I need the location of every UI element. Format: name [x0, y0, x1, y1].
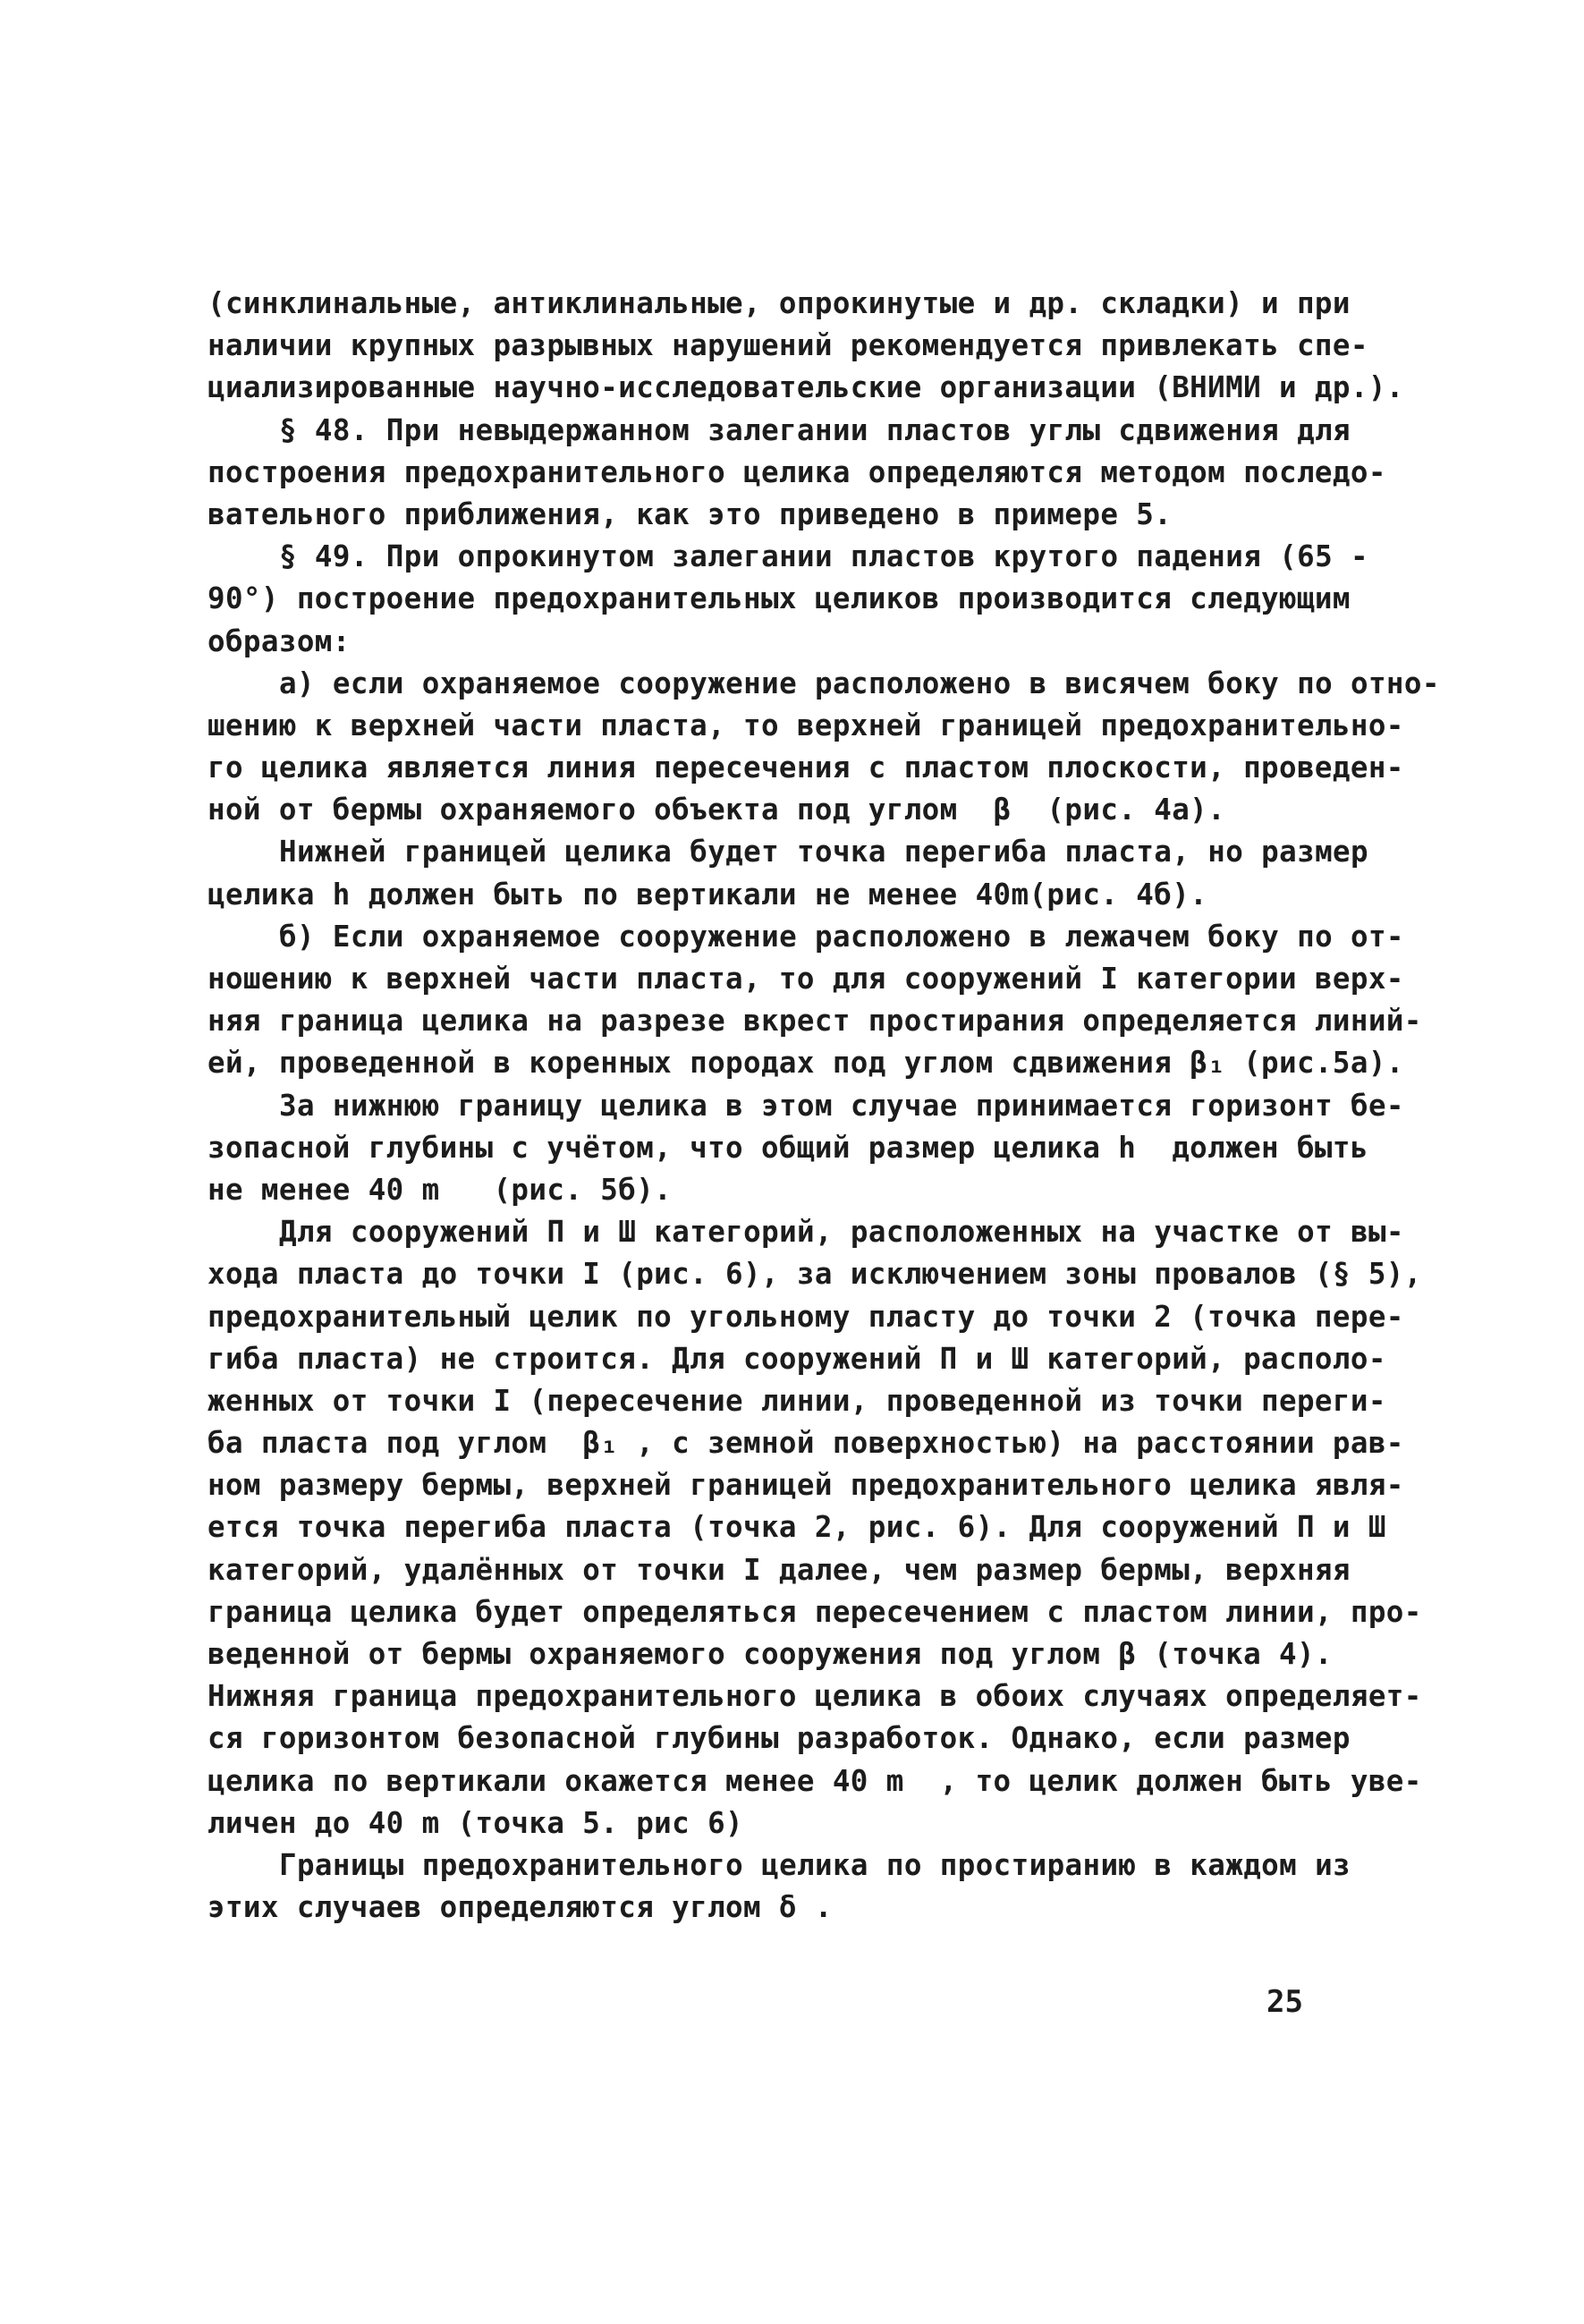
text-line: не менее 40 m (рис. 5б).	[208, 1172, 673, 1207]
text-line: ся горизонтом безопасной глубины разработок. Однако, если размер	[208, 1721, 1351, 1756]
text-line: веденной от бермы охраняемого сооружения под углом β (точка 4).	[208, 1637, 1333, 1671]
text-line: ной от бермы охраняемого объекта под углом β (рис. 4а).	[208, 793, 1226, 827]
text-line: а) если охраняемое сооружение расположено в висячем боку по отно-	[279, 666, 1440, 700]
text-line: ба пласта под углом β₁ , с земной поверхностью) на расстоянии рав-	[208, 1426, 1404, 1461]
text-line: Границы предохранительного целика по простиранию в каждом из	[279, 1847, 1351, 1882]
text-line: го целика является линия пересечения с пластом плоскости, проведен-	[208, 751, 1404, 785]
text-line: 90°) построение предохранительных целиков производится следующим	[208, 581, 1351, 616]
text-line: шению к верхней части пласта, то верхней границей предохранительно-	[208, 708, 1404, 742]
text-line: зопасной глубины с учётом, что общий размер целика h должен быть	[208, 1130, 1368, 1165]
text-line: наличии крупных разрывных нарушений рекомендуется привлекать спе-	[208, 328, 1368, 363]
text-line: циализированные научно-исследовательские организации (ВНИМИ и др.).	[208, 370, 1404, 405]
text-line: гиба пласта) не строится. Для сооружений П и Ш категорий, располо-	[208, 1341, 1386, 1376]
text-line: Для сооружений П и Ш категорий, расположенных на участке от вы-	[279, 1215, 1404, 1250]
text-line: вательного приближения, как это приведено в примере 5.	[208, 496, 1173, 531]
text-line: ей, проведенной в коренных породах под углом сдвижения β₁ (рис.5а).	[208, 1046, 1404, 1081]
text-line: б) Если охраняемое сооружение расположено в лежачем боку по от-	[279, 919, 1404, 954]
text-line: личен до 40 m (точка 5. рис 6)	[208, 1805, 743, 1840]
text-line: ном размеру бермы, верхней границей предохранительного целика явля-	[208, 1468, 1404, 1503]
text-line: категорий, удалённых от точки I далее, чем размер бермы, верхняя	[208, 1552, 1351, 1587]
text-line: предохранительный целик по угольному пласту до точки 2 (точка пере-	[208, 1299, 1404, 1334]
text-line: образом:	[208, 623, 351, 658]
text-line: целика h должен быть по вертикали не менее 40m(рис. 4б).	[208, 877, 1208, 912]
text-line: Нижней границей целика будет точка перегиба пласта, но размер	[279, 835, 1368, 869]
text-line: § 48. При невыдержанном залегании пластов углы сдвижения для	[279, 412, 1351, 447]
body-text	[208, 283, 1440, 1929]
text-line: женных от точки I (пересечение линии, проведенной из точки переги-	[208, 1383, 1386, 1418]
text-line: За нижнюю границу целика в этом случае принимается горизонт бе-	[279, 1088, 1404, 1123]
text-line: этих случаев определяются углом δ .	[208, 1890, 833, 1925]
text-line: няя граница целика на разрезе вкрест простирания определяется линий-	[208, 1004, 1422, 1039]
text-line: § 49. При опрокинутом залегании пластов крутого падения (65 -	[279, 539, 1368, 574]
text-line: Нижняя граница предохранительного целика в обоих случаях определяет-	[208, 1679, 1422, 1714]
page-number: 25	[1266, 1984, 1303, 2020]
text-line: ношению к верхней части пласта, то для сооружений I категории верх-	[208, 962, 1404, 996]
text-line: целика по вертикали окажется менее 40 m , то целик должен быть уве-	[208, 1763, 1422, 1798]
text-line: построения предохранительного целика определяются методом последо-	[208, 454, 1386, 489]
text-line: граница целика будет определяться пересечением с пластом линии, про-	[208, 1594, 1422, 1629]
text-line: хода пласта до точки I (рис. 6), за исключением зоны провалов (§ 5),	[208, 1257, 1422, 1292]
text-line: ется точка перегиба пласта (точка 2, рис. 6). Для сооружений П и Ш	[208, 1510, 1386, 1545]
text-line: (синклинальные, антиклинальные, опрокинутые и др. складки) и при	[208, 286, 1351, 320]
